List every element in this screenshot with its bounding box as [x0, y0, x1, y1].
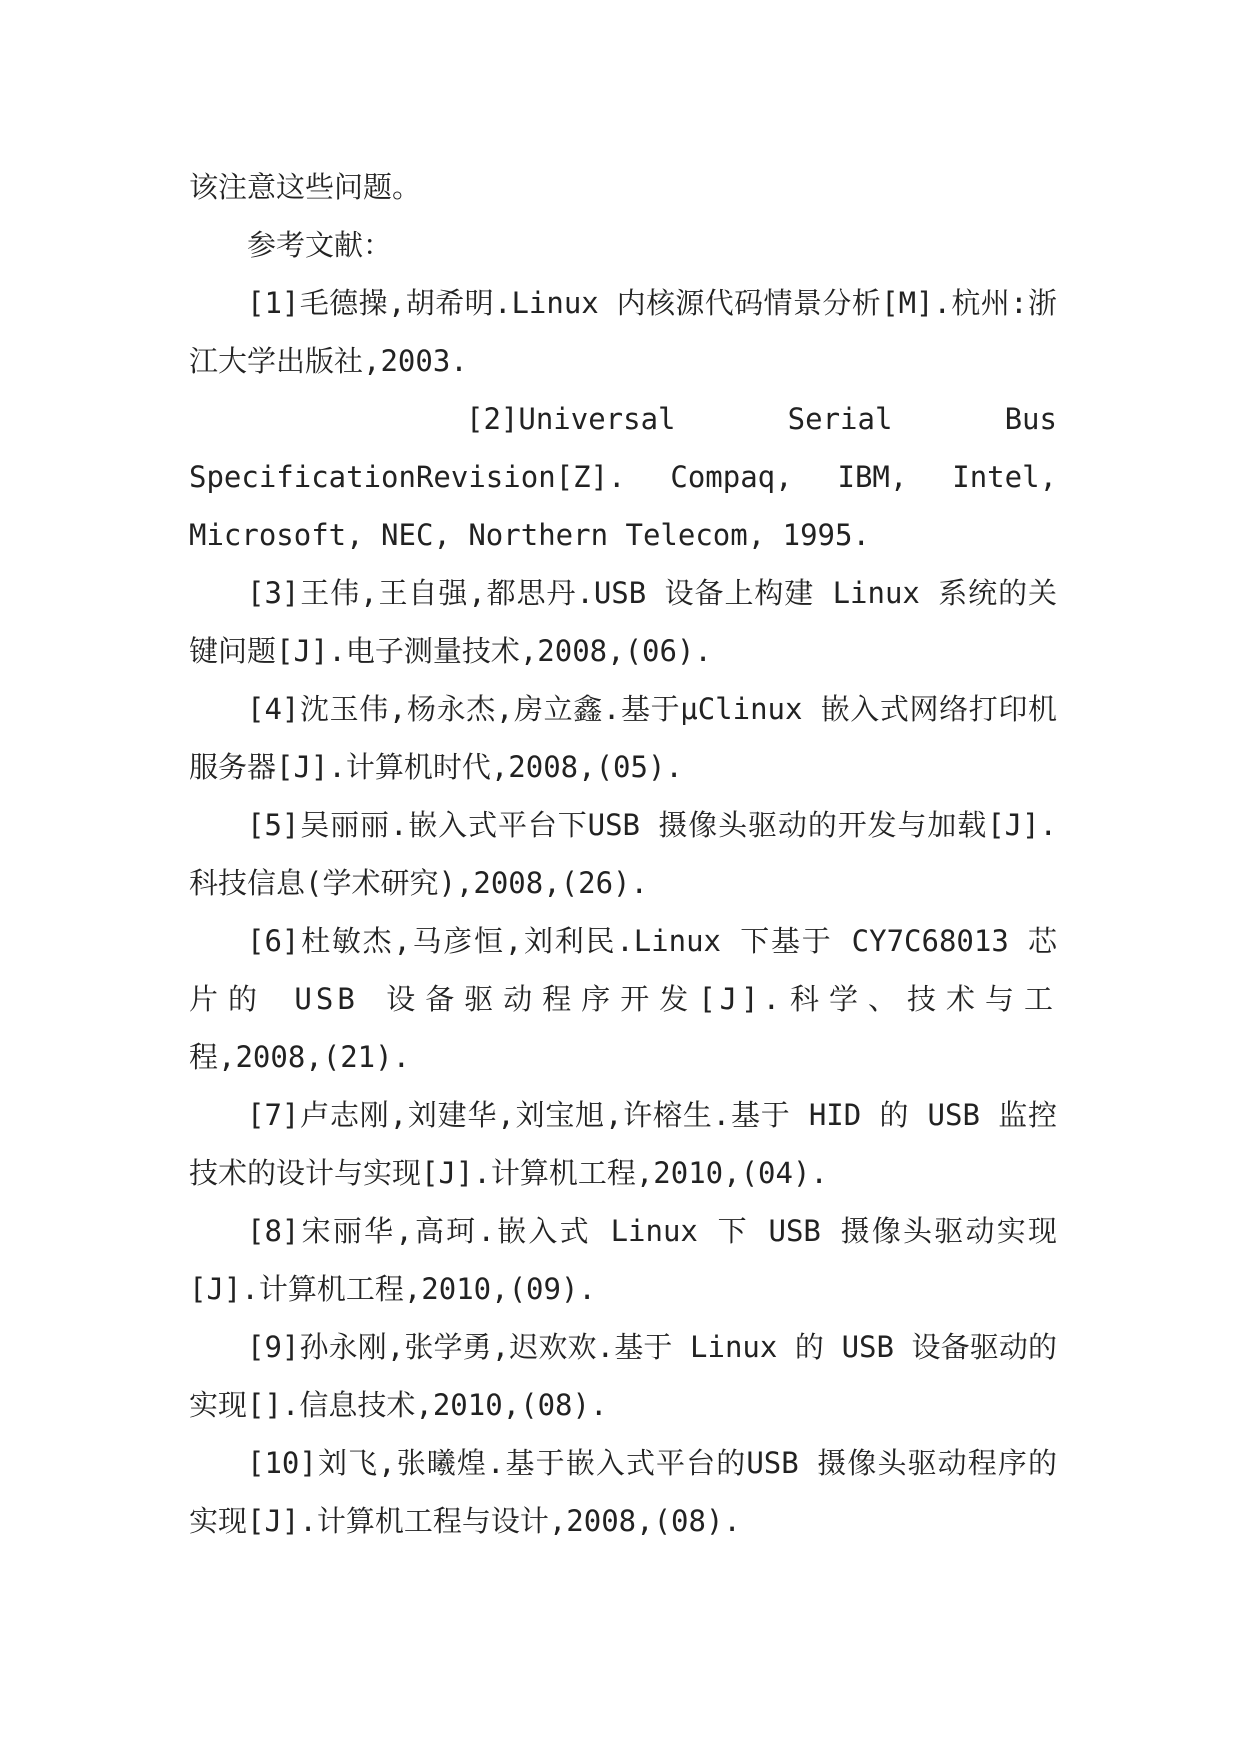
reference-4: [4]沈玉伟,杨永杰,房立鑫.基于μClinux 嵌入式网络打印机服务器[J].计算机时代,2008,(05). — [189, 692, 1057, 784]
continuation-paragraph: 该注意这些问题。 — [189, 170, 422, 204]
reference-6 — [189, 912, 1057, 1086]
reference-2-line-2: SpecificationRevision[Z]. Compaq, IBM, Intel, — [189, 460, 1057, 494]
references-heading: 参考文献： — [247, 228, 393, 262]
reference-8: [8]宋丽华,高珂.嵌入式 Linux 下 USB 摄像头驱动实现[J].计算机工程,2010,(09). — [189, 1214, 1057, 1306]
reference-1: [1]毛德操,胡希明.Linux 内核源代码情景分析[M].杭州:浙江大学出版社,2003. — [189, 286, 1057, 378]
reference-2 — [189, 390, 1057, 564]
reference-6-line-1: [6]杜敏杰,马彦恒,刘利民.Linux 下基于 CY7C68013 芯 — [247, 924, 1057, 958]
reference-6-line-3: 程,2008,(21). — [189, 1040, 411, 1074]
reference-2-word-3: Bus — [1004, 402, 1057, 436]
reference-2-word-2: Serial — [787, 402, 893, 436]
reference-2-word-1: [2]Universal — [466, 402, 676, 436]
reference-10: [10]刘飞,张曦煌.基于嵌入式平台的USB 摄像头驱动程序的实现[J].计算机工程与设计,2008,(08). — [189, 1446, 1057, 1538]
reference-5: [5]吴丽丽.嵌入式平台下USB 摄像头驱动的开发与加载[J].科技信息(学术研究),2008,(26). — [189, 808, 1057, 900]
reference-3: [3]王伟,王自强,都思丹.USB 设备上构建 Linux 系统的关键问题[J].电子测量技术,2008,(06). — [189, 576, 1057, 668]
reference-2-line-1 — [189, 390, 1057, 448]
reference-7: [7]卢志刚,刘建华,刘宝旭,许榕生.基于 HID 的 USB 监控技术的设计与实现[J].计算机工程,2010,(04). — [189, 1098, 1057, 1190]
reference-2-line-3: Microsoft, NEC, Northern Telecom, 1995. — [189, 518, 870, 552]
document-page — [189, 158, 1057, 1550]
reference-9: [9]孙永刚,张学勇,迟欢欢.基于 Linux 的 USB 设备驱动的实现[].信息技术,2010,(08). — [189, 1330, 1057, 1422]
reference-6-line-2: 片的 USB 设备驱动程序开发[J].科学、技术与工 — [189, 982, 1057, 1016]
